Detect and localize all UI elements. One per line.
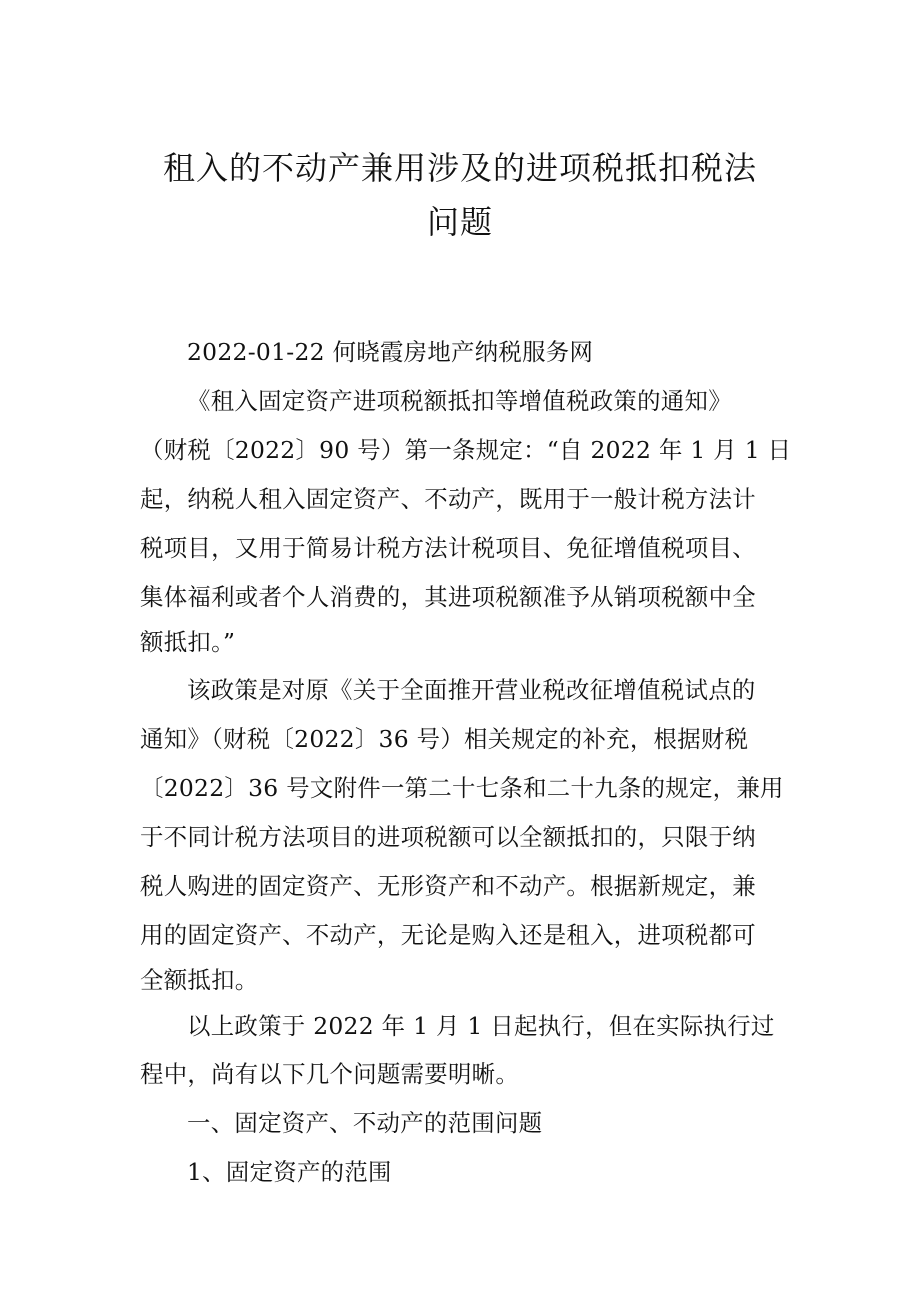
body-text-line: 集体福利或者个人消费的，其进项税额准予从销项税额中全 [140,583,756,611]
body-text-line: 税项目，又用于简易计税方法计税项目、免征增值税项目、 [140,534,756,562]
body-text-line: 通知》（财税〔2022〕36 号）相关规定的补充，根据财税 [140,725,749,753]
body-text-line: 额抵扣。” [140,628,236,656]
body-text-line: 程中，尚有以下几个问题需要明晰。 [140,1060,520,1088]
body-text-line: 一、固定资产、不动产的范围问题 [187,1109,543,1137]
body-text-line: （财税〔2022〕90 号）第一条规定：“自 2022 年 1 月 1 日 [140,436,792,464]
body-text-line: 1、固定资产的范围 [187,1158,392,1186]
document-title-line-2: 问题 [426,203,493,241]
body-text-line: 以上政策于 2022 年 1 月 1 日起执行，但在实际执行过 [187,1012,775,1040]
body-text-line: 《租入固定资产进项税额抵扣等增值税政策的通知》 [187,387,732,415]
body-text-line: 用的固定资产、不动产，无论是购入还是租入，进项税都可 [140,921,756,949]
body-text-line: 〔2022〕36 号文附件一第二十七条和二十九条的规定，兼用 [140,774,784,802]
body-text-line: 2022-01-22 何晓霞房地产纳税服务网 [187,338,594,366]
body-text-line: 于不同计税方法项目的进项税额可以全额抵扣的，只限于纳 [140,823,756,851]
body-text-line: 税人购进的固定资产、无形资产和不动产。根据新规定，兼 [140,872,756,900]
body-text-line: 全额抵扣。 [140,966,259,994]
body-text-line: 该政策是对原《关于全面推开营业税改征增值税试点的 [187,676,756,704]
body-text-line: 起，纳税人租入固定资产、不动产，既用于一般计税方法计 [140,485,756,513]
document-title-line-1: 租入的不动产兼用涉及的进项税抵扣税法 [162,149,757,187]
